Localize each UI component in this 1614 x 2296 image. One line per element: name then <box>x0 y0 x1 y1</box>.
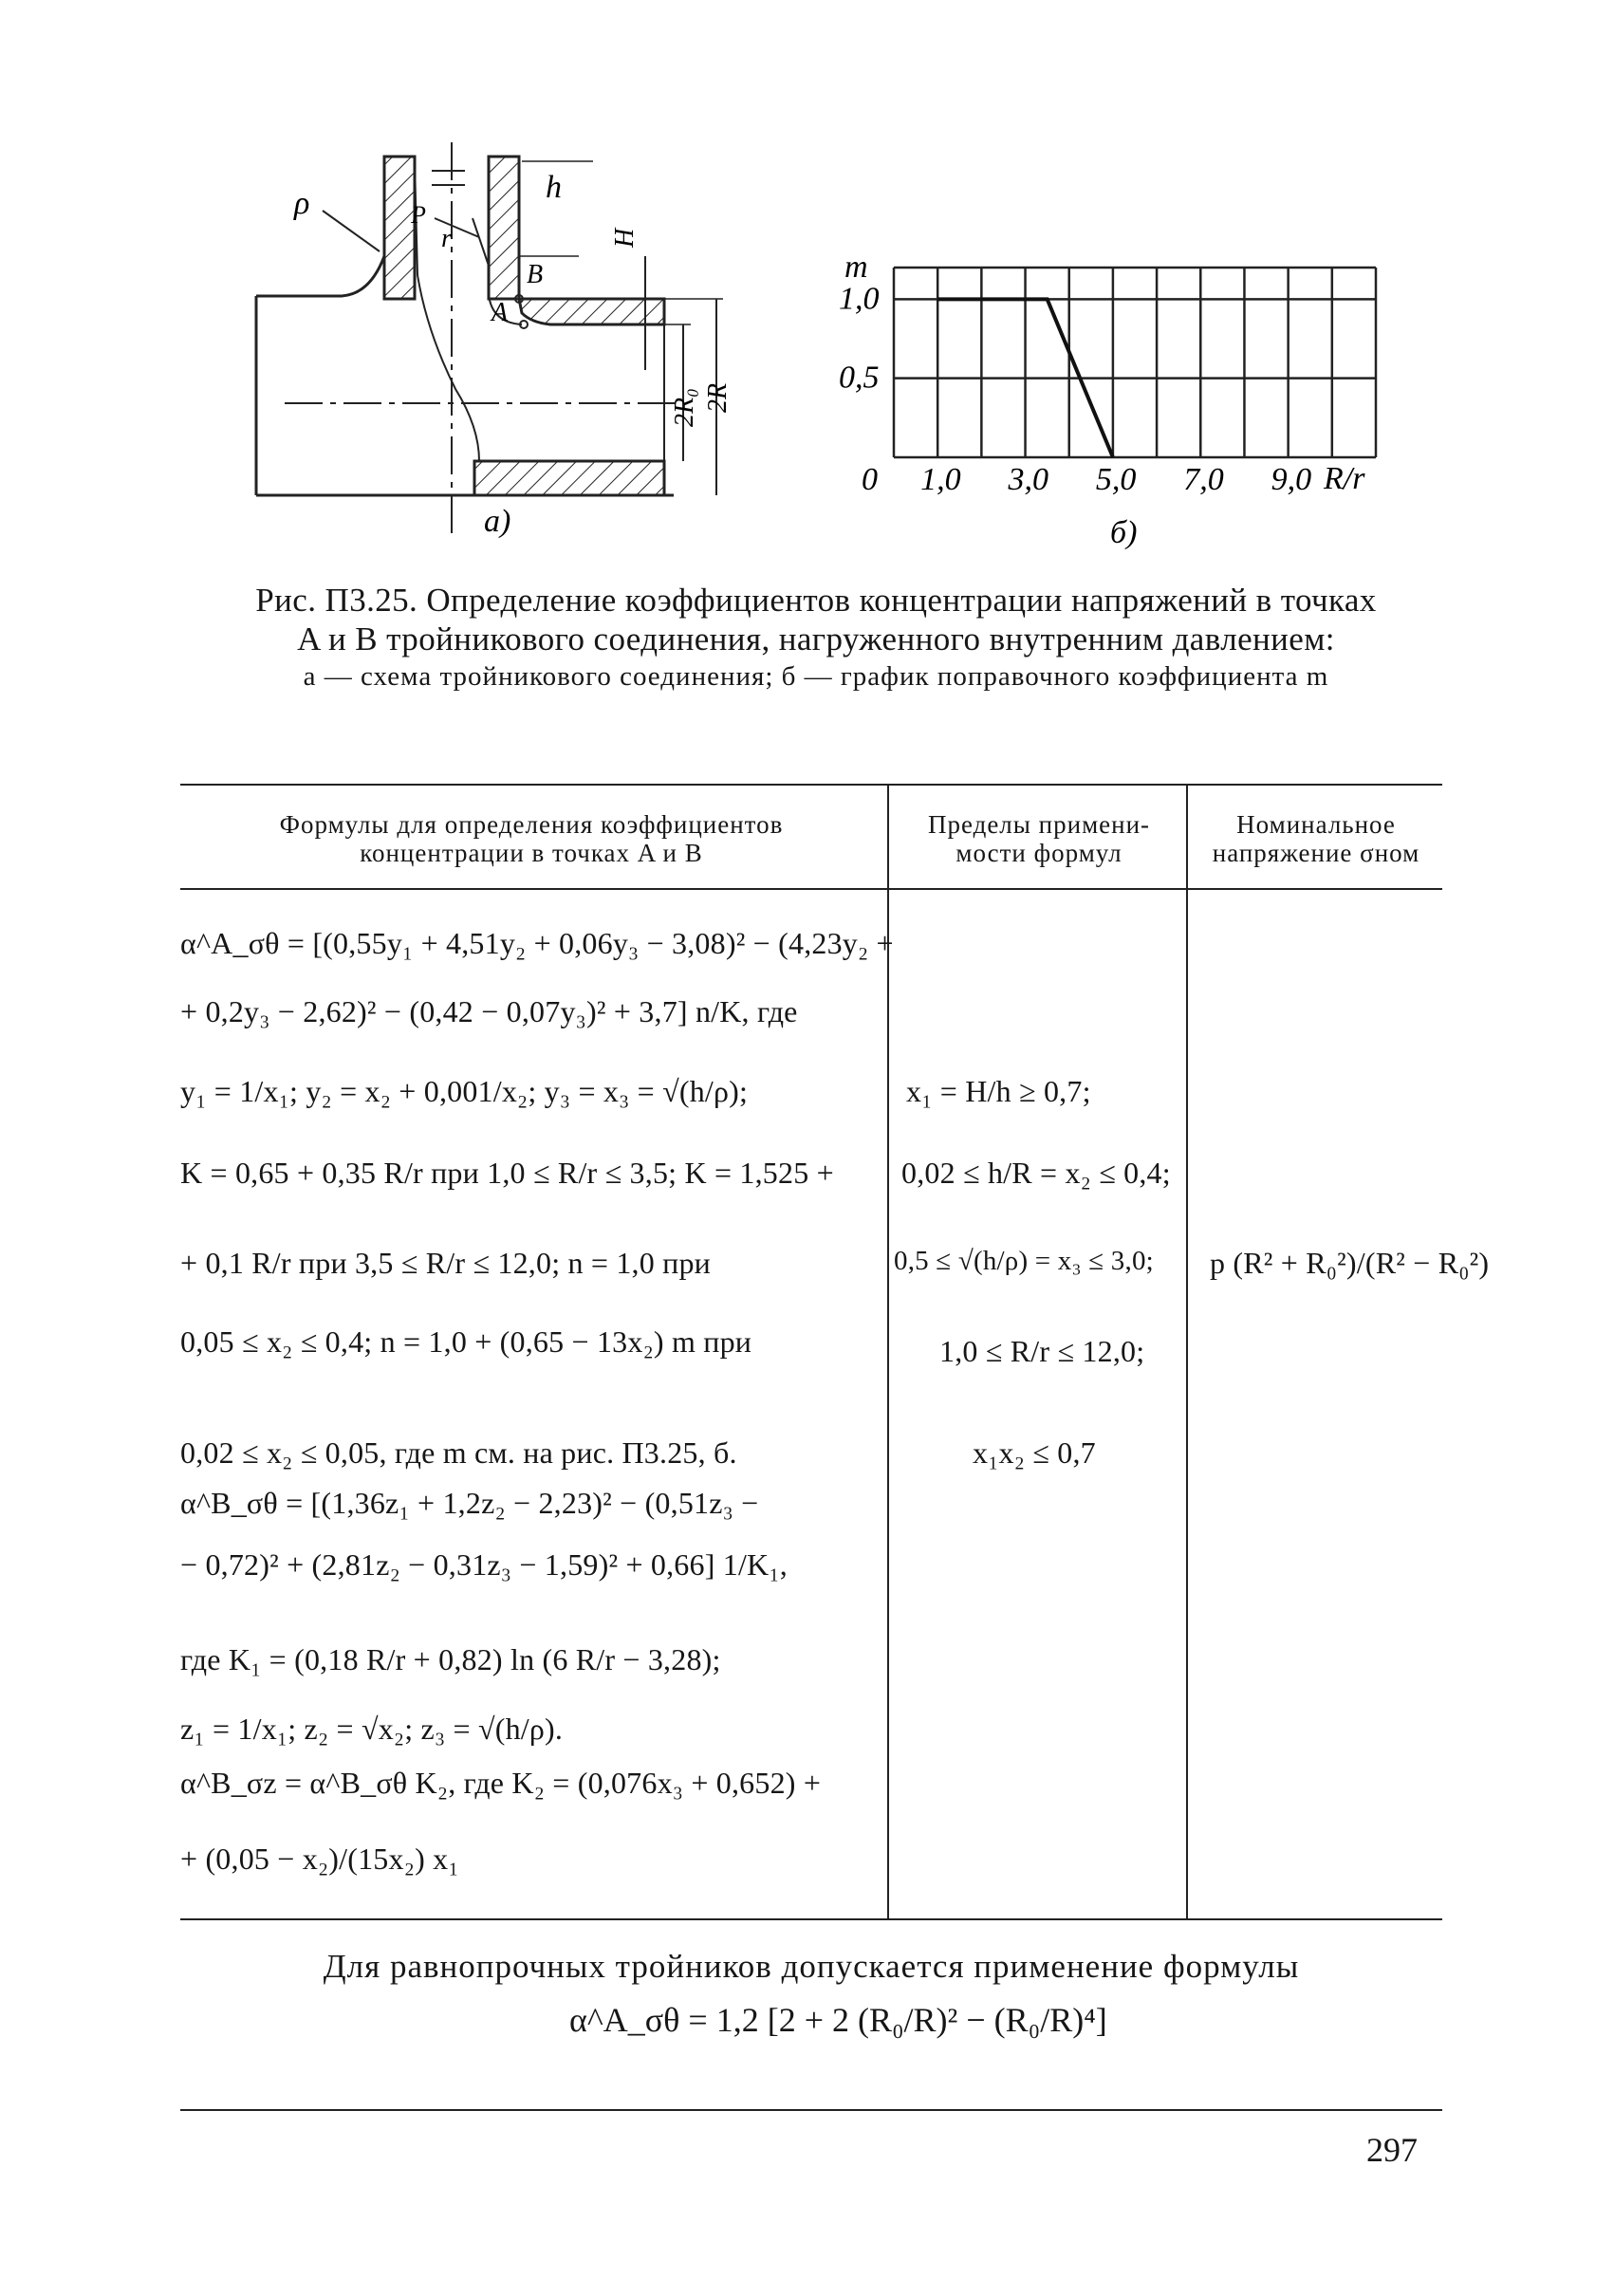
formula-line-8: α^B_σθ = [(1,36z₁ + 1,2z₂ − 2,23)² − (0,51z₃ − <box>180 1486 759 1520</box>
chart-x-axis-label: R/r <box>1324 461 1365 496</box>
figure-b-label: б) <box>1110 515 1138 550</box>
formula-line-4: K = 0,65 + 0,35 R/r при 1,0 ≤ R/r ≤ 3,5; K = 1,525 + <box>180 1156 834 1190</box>
caption-line-1: Рис. П3.25. Определение коэффициентов концентрации напряжений в точках <box>255 582 1377 619</box>
label-a: A <box>492 298 509 327</box>
formula-line-9: − 0,72)² + (2,81z₂ − 0,31z₃ − 1,59)² + 0,66] 1/K₁, <box>180 1547 788 1582</box>
tee-joint-diagram <box>237 142 807 541</box>
figure-caption <box>180 581 1452 694</box>
limit-line-1: x₁ = H/h ≥ 0,7; <box>906 1074 1091 1108</box>
x-tick-label: 1,0 <box>920 462 961 497</box>
formula-line-2: + 0,2y₃ − 2,62)² − (0,42 − 0,07y₃)² + 3,7] n/K, где <box>180 994 798 1028</box>
formula-line-13: + (0,05 − x₂)/(15x₂) x₁ <box>180 1842 459 1876</box>
formula-line-7: 0,02 ≤ x₂ ≤ 0,05, где m см. на рис. П3.25, б. <box>180 1435 737 1470</box>
note-text: Для равнопрочных тройников допускается применение формулы <box>323 1948 1300 1985</box>
chart-grid <box>894 268 1376 457</box>
bottom-rule <box>180 2109 1442 2111</box>
nominal-stress-formula: p (R² + R₀²)/(R² − R₀²) <box>1210 1246 1490 1280</box>
label-r: r <box>441 224 452 253</box>
label-2r0: 2R₀ <box>670 388 699 427</box>
x-tick-label: 0 <box>862 462 878 497</box>
page-number: 297 <box>1366 2131 1418 2169</box>
limit-line-2: 0,02 ≤ h/R = x₂ ≤ 0,4; <box>901 1156 1171 1190</box>
correction-coefficient-chart <box>835 247 1395 550</box>
x-tick-label: 5,0 <box>1095 462 1137 497</box>
col-header-nominal: Номинальное напряжение σном <box>1212 810 1420 867</box>
caption-line-3: а — схема тройникового соединения; б — график поправочного коэффициента m <box>303 661 1329 692</box>
y-tick-label: 0,5 <box>839 360 880 396</box>
formula-line-10: где K₁ = (0,18 R/r + 0,82) ln (6 R/r − 3,28); <box>180 1642 721 1676</box>
limit-line-3: 0,5 ≤ √(h/ρ) = x₃ ≤ 3,0; <box>894 1246 1154 1276</box>
limit-line-5: x₁x₂ ≤ 0,7 <box>973 1435 1096 1470</box>
x-tick-label: 3,0 <box>1008 462 1049 497</box>
formula-line-12: α^B_σz = α^B_σθ K₂, где K₂ = (0,076x₃ + 0,652) + <box>180 1766 822 1800</box>
col-header-formulas: Формулы для определения коэффициентов концентрации в точках A и B <box>279 810 784 867</box>
x-tick-label: 7,0 <box>1183 462 1224 497</box>
chart-y-axis-label: m <box>844 250 868 285</box>
formula-line-3: y₁ = 1/x₁; y₂ = x₂ + 0,001/x₂; y₃ = x₃ = √(h/ρ); <box>180 1074 749 1108</box>
label-height: H <box>610 228 640 248</box>
label-b: B <box>527 260 544 289</box>
col-header-limits: Пределы примени-мости формул <box>927 810 1151 867</box>
label-2r: 2R <box>703 382 733 413</box>
label-h: h <box>546 170 562 205</box>
y-tick-label: 1,0 <box>839 281 880 317</box>
limit-line-4: 1,0 ≤ R/r ≤ 12,0; <box>939 1334 1145 1368</box>
formula-table <box>180 784 1490 1922</box>
formula-line-6: 0,05 ≤ x₂ ≤ 0,4; n = 1,0 + (0,65 − 13x₂) m при <box>180 1324 752 1359</box>
x-tick-label: 9,0 <box>1271 462 1312 497</box>
label-rho: ρ <box>294 186 310 221</box>
formula-line-1: α^A_σθ = [(0,55y₁ + 4,51y₂ + 0,06y₃ − 3,08)² − (4,23y₂ + <box>180 926 894 960</box>
formula-line-11: z₁ = 1/x₁; z₂ = √x₂; z₃ = √(h/ρ). <box>180 1712 564 1746</box>
formula-line-5: + 0,1 R/r при 3,5 ≤ R/r ≤ 12,0; n = 1,0 при <box>180 1246 711 1280</box>
label-p: P <box>411 201 426 229</box>
figure-a-label: а) <box>484 504 511 539</box>
equal-strength-formula: α^A_σθ = 1,2 [2 + 2 (R₀/R)² − (R₀/R)⁴] <box>569 2001 1107 2039</box>
caption-line-2: A и B тройникового соединения, нагруженного внутренним давлением: <box>297 620 1335 657</box>
